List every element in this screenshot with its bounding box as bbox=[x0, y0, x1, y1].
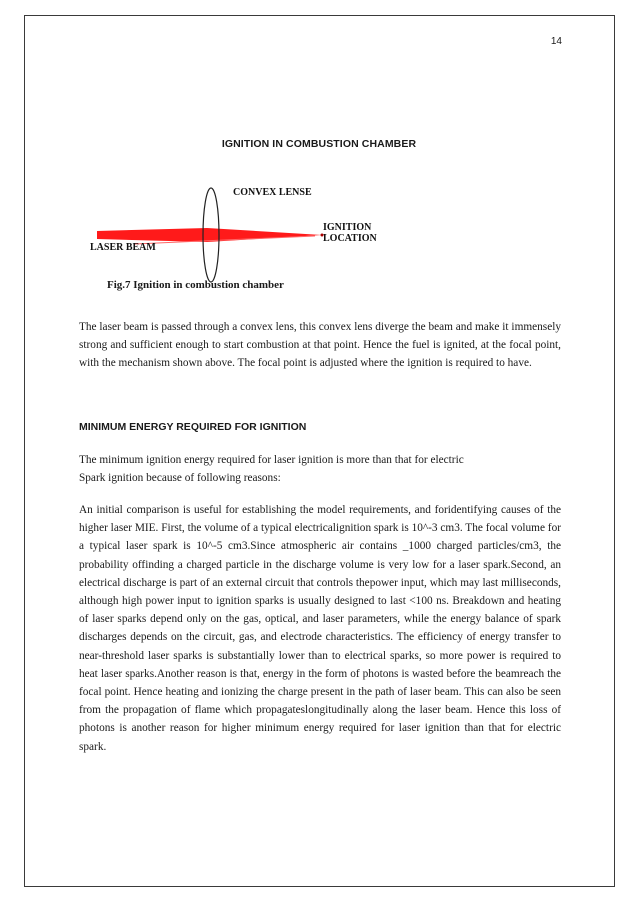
label-ignition-line2: LOCATION bbox=[323, 233, 377, 244]
page-number: 14 bbox=[550, 36, 562, 47]
paragraph-2 bbox=[79, 451, 561, 487]
label-laser-beam: LASER BEAM bbox=[90, 242, 156, 253]
figure-ignition bbox=[85, 178, 385, 300]
label-ignition-line1: IGNITION bbox=[323, 222, 372, 233]
laser-beam-core bbox=[97, 232, 207, 239]
paragraph-2-line2: Spark ignition because of following reasons: bbox=[79, 472, 281, 485]
figure-caption: Fig.7 Ignition in combustion chamber bbox=[107, 279, 284, 291]
paragraph-3: An initial comparison is useful for establishing the model requirements, and foridentifying causes of the higher laser MIE. First, the volume of a typical electricalignition spark is 10^-3 cm3. The focal volume for a typical laser spark is 10^-5 cm3.Since atmospheric air contains _1000 charged particles/cm3, the probability offinding a charged particle in the discharge volume is very low for a laser spark.Second, an electrical discharge is part of an external circuit that controls thepower input, which may last milliseconds, although high power input to ignition sparks is usually designed to last <100 ns. Breakdown and heating of laser sparks depend only on the gas, optical, and laser parameters, while the energy balance of spark discharges depends on the circuit, gas, and electrode characteristics. The efficiency of energy transfer to near-threshold laser sparks is substantially lower than to electrical sparks, so more power is required to heat laser sparks.Another reason is that, energy in the form of photons is wasted before the beamreach the focal point. Hence heating and ionizing the charge present in the path of laser beam. This can also be seen from the propagation of flame which propagateslongitudinally along the laser beam. Hence this loss of photons is another reason for higher minimum energy required for laser ignition than that for electric spark. bbox=[79, 504, 561, 753]
section-heading-min-energy: MINIMUM ENERGY REQUIRED FOR IGNITION bbox=[79, 421, 307, 433]
section-title: IGNITION IN COMBUSTION CHAMBER bbox=[221, 138, 417, 150]
paragraph-2-line1: The minimum ignition energy required for laser ignition is more than that for electric bbox=[79, 454, 464, 466]
paragraph-1: The laser beam is passed through a convex lens, this convex lens diverge the beam and make it immensely strong and sufficient enough to start combustion at that point. Hence the fuel is ignited, at the focal point, with the mechanism shown above. The focal point is adjusted where the ignition is required to have. bbox=[79, 321, 561, 370]
label-convex-lens: CONVEX LENSE bbox=[233, 187, 312, 198]
label-ignition bbox=[323, 222, 377, 244]
